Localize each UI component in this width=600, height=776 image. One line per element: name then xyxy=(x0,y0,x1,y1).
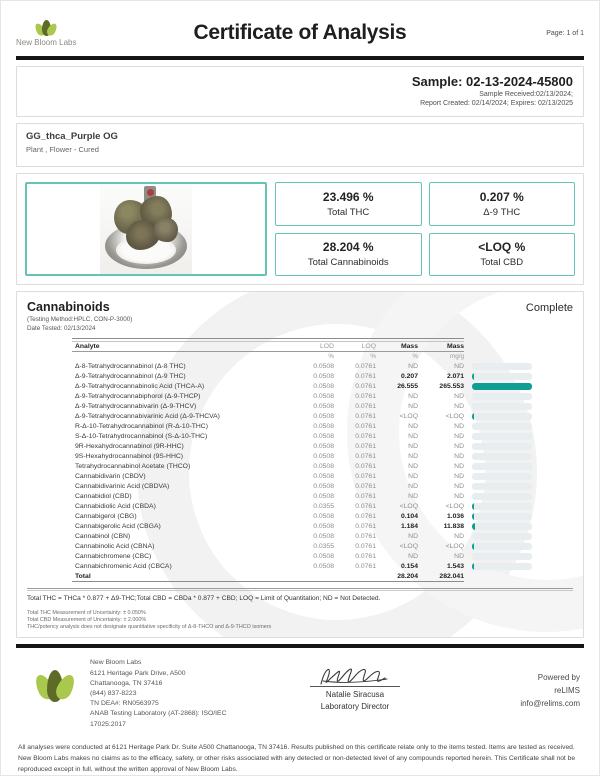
total-cannabinoids-label: Total Cannabinoids xyxy=(307,257,389,269)
loq-value: 0.0761 xyxy=(355,383,376,390)
lab-brand-name: New Bloom Labs xyxy=(16,37,77,47)
table-row xyxy=(72,522,532,532)
loq-value: 0.0761 xyxy=(355,363,376,370)
unit-mass-mgg: mg/g xyxy=(450,353,464,360)
loq-value: 0.0761 xyxy=(355,393,376,400)
lod-value: 0.0508 xyxy=(313,373,334,380)
lod-value: 0.0508 xyxy=(313,533,334,540)
signature-line xyxy=(310,686,400,687)
cannabinoid-rows xyxy=(72,362,532,572)
mass-mgg-value: ND xyxy=(454,533,464,540)
lod-value: 0.0508 xyxy=(313,523,334,530)
mass-mgg-value: ND xyxy=(454,363,464,370)
mass-bar xyxy=(472,483,532,490)
unit-mass-pct: % xyxy=(412,353,418,360)
table-row xyxy=(72,482,532,492)
sample-name-box xyxy=(16,123,584,167)
header xyxy=(16,13,584,53)
mass-mgg-value: ND xyxy=(454,403,464,410)
lab-address: New Bloom Labs 6121 Heritage Park Drive, A500 Chattanooga, TN 37416 (844) 837-8223 TN DEA#: RN0563975 ANAB Testing Laboratory (AT-2868): ISO/IEC 17025:2017 xyxy=(90,658,250,729)
analyte-name: Cannabidiolic Acid (CBDA) xyxy=(75,503,156,510)
table-total-row xyxy=(72,572,532,582)
mass-bar-fill xyxy=(472,503,474,510)
col-mass-mgg: Mass xyxy=(446,342,464,350)
analyte-name: Δ-9-Tetrahydrocannabivarinic Acid (Δ-9-THCVA) xyxy=(75,413,220,420)
lod-value: 0.0508 xyxy=(313,413,334,420)
mass-bar xyxy=(472,453,532,460)
mass-mgg-value: 11.838 xyxy=(443,523,464,530)
relims-brand: reLIMS xyxy=(554,686,580,696)
mass-bar-fill xyxy=(472,373,474,380)
mass-bar xyxy=(472,523,532,530)
analyte-name: Cannabichromene (CBC) xyxy=(75,553,152,560)
lod-value: 0.0508 xyxy=(313,463,334,470)
lod-value: 0.0508 xyxy=(313,473,334,480)
mass-mgg-value: ND xyxy=(454,443,464,450)
lab-name: New Bloom Labs xyxy=(90,659,142,667)
mass-pct-value: 0.104 xyxy=(400,513,418,520)
col-lod: LOD xyxy=(320,342,334,350)
mass-bar-fill xyxy=(472,563,474,570)
loq-value: 0.0761 xyxy=(355,443,376,450)
total-cbd-card xyxy=(429,233,576,277)
loq-value: 0.0761 xyxy=(355,453,376,460)
d9-thc-value: 0.207 % xyxy=(479,189,524,204)
mass-bar-fill xyxy=(472,523,475,530)
lod-value: 0.0508 xyxy=(313,493,334,500)
mass-pct-value: ND xyxy=(408,433,418,440)
mass-mgg-value: ND xyxy=(454,393,464,400)
mass-mgg-value: ND xyxy=(454,473,464,480)
mass-bar xyxy=(472,543,532,550)
table-row xyxy=(72,372,532,382)
cannabinoids-section xyxy=(16,291,584,638)
table-row xyxy=(72,442,532,452)
section-status: Complete xyxy=(525,302,573,314)
mass-bar xyxy=(472,563,532,570)
table-row xyxy=(72,392,532,402)
mass-pct-value: 0.207 xyxy=(400,373,418,380)
table-header-row xyxy=(72,342,532,352)
table-row xyxy=(72,532,532,542)
mass-bar xyxy=(472,553,532,560)
lod-value: 0.0355 xyxy=(313,543,334,550)
sample-info-box xyxy=(16,66,584,117)
mass-bar xyxy=(472,393,532,400)
analyte-name: Δ-8-Tetrahydrocannabinol (Δ-8 THC) xyxy=(75,363,186,370)
uncertainty-cbd: Total CBD Measurement of Uncertainty: ± 2.000% xyxy=(27,616,147,623)
table-row xyxy=(72,432,532,442)
analyte-name: Cannabinolic Acid (CBNA) xyxy=(75,543,155,550)
unit-lod: % xyxy=(328,353,334,360)
lod-value: 0.0508 xyxy=(313,383,334,390)
mass-mgg-value: 1.036 xyxy=(446,513,464,520)
loq-value: 0.0761 xyxy=(355,523,376,530)
loq-value: 0.0761 xyxy=(355,563,376,570)
mass-pct-value: ND xyxy=(408,453,418,460)
mass-pct-value: 26.555 xyxy=(397,383,418,390)
mass-pct-value: ND xyxy=(408,403,418,410)
mass-pct-value: <LOQ xyxy=(399,543,418,550)
summary-grid xyxy=(275,182,575,276)
mass-pct-value: ND xyxy=(408,473,418,480)
lod-value: 0.0508 xyxy=(313,393,334,400)
mass-bar xyxy=(472,503,532,510)
uncertainty-thc: Total THC Measurement of Uncertainty: ± 0.050% xyxy=(27,609,146,616)
powered-by-block xyxy=(460,658,580,729)
table-row xyxy=(72,512,532,522)
d9-thc-card xyxy=(429,182,576,226)
table-row xyxy=(72,422,532,432)
sample-photo xyxy=(25,182,267,276)
lod-value: 0.0508 xyxy=(313,513,334,520)
total-mass-pct: 28.204 xyxy=(397,572,418,580)
mass-bar xyxy=(472,433,532,440)
loq-value: 0.0761 xyxy=(355,423,376,430)
lod-value: 0.0508 xyxy=(313,553,334,560)
table-row xyxy=(72,412,532,422)
mass-mgg-value: ND xyxy=(454,453,464,460)
flower-photo-image xyxy=(100,184,192,274)
mass-pct-value: ND xyxy=(408,423,418,430)
testing-method: (Testing Method:HPLC, CON-P-3000) xyxy=(27,316,133,323)
mass-bar-fill xyxy=(472,513,474,520)
mass-bar xyxy=(472,463,532,470)
table-row xyxy=(72,542,532,552)
leaf-logo-icon-footer xyxy=(35,670,75,702)
mass-bar xyxy=(472,413,532,420)
page-title: Certificate of Analysis xyxy=(193,21,407,44)
mass-bar xyxy=(472,473,532,480)
col-mass-pct: Mass xyxy=(400,342,418,350)
mass-pct-value: ND xyxy=(408,553,418,560)
mass-mgg-value: 2.071 xyxy=(446,373,464,380)
relims-email: info@relims.com xyxy=(520,698,580,708)
loq-value: 0.0761 xyxy=(355,513,376,520)
analyte-name: S-Δ-10-Tetrahydrocannabinol (S-Δ-10-THC) xyxy=(75,433,208,440)
date-tested: Date Tested: 02/13/2024 xyxy=(27,325,96,332)
total-cannabinoids-value: 28.204 % xyxy=(322,240,374,255)
total-cbd-value: <LOQ % xyxy=(478,240,526,255)
mass-bar xyxy=(472,493,532,500)
mass-mgg-value: ND xyxy=(454,493,464,500)
mass-mgg-value: ND xyxy=(454,433,464,440)
analyte-name: Δ-9-Tetrahydrocannabinolic Acid (THCA-A) xyxy=(75,383,205,390)
analyte-name: Δ-9-Tetrahydrocannabinol (Δ-9 THC) xyxy=(75,373,186,380)
fine-print xyxy=(27,610,573,632)
sample-name: GG_thca_Purple OG xyxy=(26,131,118,142)
signer-name: Natalie Siracusa xyxy=(325,690,385,700)
mass-bar xyxy=(472,533,532,540)
total-mass-mgg: 282.041 xyxy=(439,572,464,580)
thco-note: THC/potency analysis does not designate quantitative specificity of Δ-8-THCO and Δ-9-THCO isomers xyxy=(27,624,272,631)
mass-mgg-value: ND xyxy=(454,423,464,430)
mass-bar-fill xyxy=(472,543,474,550)
total-thc-value: 23.496 % xyxy=(322,189,374,204)
lod-value: 0.0508 xyxy=(313,433,334,440)
mass-pct-value: 0.154 xyxy=(400,563,418,570)
loq-value: 0.0761 xyxy=(355,403,376,410)
mass-bar xyxy=(472,383,532,390)
mass-mgg-value: ND xyxy=(454,483,464,490)
leaf-logo-icon xyxy=(34,20,58,37)
table-row xyxy=(72,382,532,392)
table-row xyxy=(72,502,532,512)
table-row xyxy=(72,462,532,472)
signature-block xyxy=(250,658,460,729)
loq-value: 0.0761 xyxy=(355,413,376,420)
disclaimer-text: All analyses were conducted at 6121 Heritage Park Dr. Suite A500 Chattanooga, TN 37416. Results published on this certificate relate only to the items tested. Items are tested as received. New Bloom Labs makes no claims as to the efficacy, safety, or other risks associated with any detected or non-detected level of any compounds reported herein. This Certificate shall not be reproduced except in full, without the written approval of New Bloom Labs. xyxy=(18,743,576,773)
mass-mgg-value: <LOQ xyxy=(445,543,464,550)
header-divider xyxy=(16,56,584,60)
footer xyxy=(16,648,584,729)
sample-id: Sample: 02-13-2024-45800 xyxy=(411,74,573,89)
mass-pct-value: ND xyxy=(408,483,418,490)
analyte-name: Tetrahydrocannabinol Acetate (THCO) xyxy=(75,463,191,470)
lod-value: 0.0508 xyxy=(313,563,334,570)
lod-value: 0.0508 xyxy=(313,453,334,460)
table-row xyxy=(72,402,532,412)
lod-value: 0.0508 xyxy=(313,443,334,450)
section-title: Cannabinoids xyxy=(27,300,110,314)
lod-value: 0.0355 xyxy=(313,503,334,510)
col-loq: LOQ xyxy=(361,342,376,350)
loq-value: 0.0761 xyxy=(355,543,376,550)
mass-pct-value: ND xyxy=(408,533,418,540)
summary-section xyxy=(16,173,584,285)
analyte-name: Cannabidivarin (CBDV) xyxy=(75,473,146,480)
loq-value: 0.0761 xyxy=(355,473,376,480)
lod-value: 0.0508 xyxy=(313,423,334,430)
mass-pct-value: ND xyxy=(408,363,418,370)
total-cbd-label: Total CBD xyxy=(480,257,524,269)
analyte-name: Cannabigerolic Acid (CBGA) xyxy=(75,523,161,530)
powered-by-label: Powered by xyxy=(537,673,580,683)
signer-title: Laboratory Director xyxy=(320,702,390,712)
loq-value: 0.0761 xyxy=(355,493,376,500)
mass-bar xyxy=(472,403,532,410)
col-analyte: Analyte xyxy=(75,342,100,350)
analyte-name: 9R-Hexahydrocannabinol (9R-HHC) xyxy=(75,443,184,450)
table-row xyxy=(72,362,532,372)
mass-pct-value: ND xyxy=(408,443,418,450)
total-thc-card xyxy=(275,182,422,226)
analyte-name: 9S-Hexahydrocannabinol (9S-HHC) xyxy=(75,453,184,460)
total-label: Total xyxy=(75,572,91,580)
lod-value: 0.0508 xyxy=(313,363,334,370)
table-row xyxy=(72,552,532,562)
sample-type: Plant , Flower - Cured xyxy=(26,145,99,154)
mass-bar xyxy=(472,423,532,430)
mass-pct-value: ND xyxy=(408,393,418,400)
loq-value: 0.0761 xyxy=(355,373,376,380)
mass-mgg-value: ND xyxy=(454,553,464,560)
analyte-name: Cannabigerol (CBG) xyxy=(75,513,137,520)
mass-pct-value: <LOQ xyxy=(399,413,418,420)
mass-bar xyxy=(472,363,532,370)
loq-value: 0.0761 xyxy=(355,433,376,440)
table-row xyxy=(72,472,532,482)
analyte-name: Δ-9-Tetrahydrocannabiphorol (Δ-9-THCP) xyxy=(75,393,201,400)
mass-pct-value: <LOQ xyxy=(399,503,418,510)
lab-brand xyxy=(16,20,126,47)
loq-value: 0.0761 xyxy=(355,533,376,540)
loq-value: 0.0761 xyxy=(355,553,376,560)
table-units-row xyxy=(72,352,532,362)
mass-bar-fill xyxy=(472,383,532,390)
analyte-name: Cannabinol (CBN) xyxy=(75,533,131,540)
lod-value: 0.0508 xyxy=(313,483,334,490)
analyte-name: Cannabidiol (CBD) xyxy=(75,493,132,500)
total-cannabinoids-card xyxy=(275,233,422,277)
analyte-name: Δ-9-Tetrahydrocannabivarin (Δ-9-THCV) xyxy=(75,403,197,410)
analyte-name: R-Δ-10-Tetrahydrocannabinol (R-Δ-10-THC) xyxy=(75,423,208,430)
lod-value: 0.0508 xyxy=(313,403,334,410)
page-number: Page: 1 of 1 xyxy=(546,29,584,37)
table-row xyxy=(72,452,532,462)
calculation-note: Total THC = THCa * 0.877 + Δ9-THC;Total CBD = CBDa * 0.877 + CBD; LOQ = Limit of Quantitation; ND = Not Detected. xyxy=(27,594,381,602)
mass-pct-value: ND xyxy=(408,493,418,500)
mass-pct-value: ND xyxy=(408,463,418,470)
mass-mgg-value: <LOQ xyxy=(445,413,464,420)
loq-value: 0.0761 xyxy=(355,503,376,510)
mass-mgg-value: 1.543 xyxy=(446,563,464,570)
report-dates: Report Created: 02/14/2024; Expires: 02/13/2025 xyxy=(420,100,573,107)
loq-value: 0.0761 xyxy=(355,463,376,470)
mass-bar xyxy=(472,373,532,380)
table-row xyxy=(72,492,532,502)
total-thc-label: Total THC xyxy=(327,206,370,218)
mass-mgg-value: ND xyxy=(454,463,464,470)
mass-bar xyxy=(472,443,532,450)
mass-mgg-value: <LOQ xyxy=(445,503,464,510)
loq-value: 0.0761 xyxy=(355,483,376,490)
analyte-name: Cannabichromenic Acid (CBCA) xyxy=(75,563,172,570)
unit-loq: % xyxy=(370,353,376,360)
sample-received: Sample Received:02/13/2024; xyxy=(479,91,573,98)
cannabinoids-table xyxy=(72,338,532,582)
analyte-name: Cannabidivarinic Acid (CBDVA) xyxy=(75,483,170,490)
mass-bar-fill xyxy=(472,413,474,420)
mass-bar xyxy=(472,513,532,520)
table-row xyxy=(72,562,532,572)
d9-thc-label: Δ-9 THC xyxy=(483,206,521,218)
mass-pct-value: 1.184 xyxy=(400,523,418,530)
mass-mgg-value: 265.553 xyxy=(439,383,464,390)
